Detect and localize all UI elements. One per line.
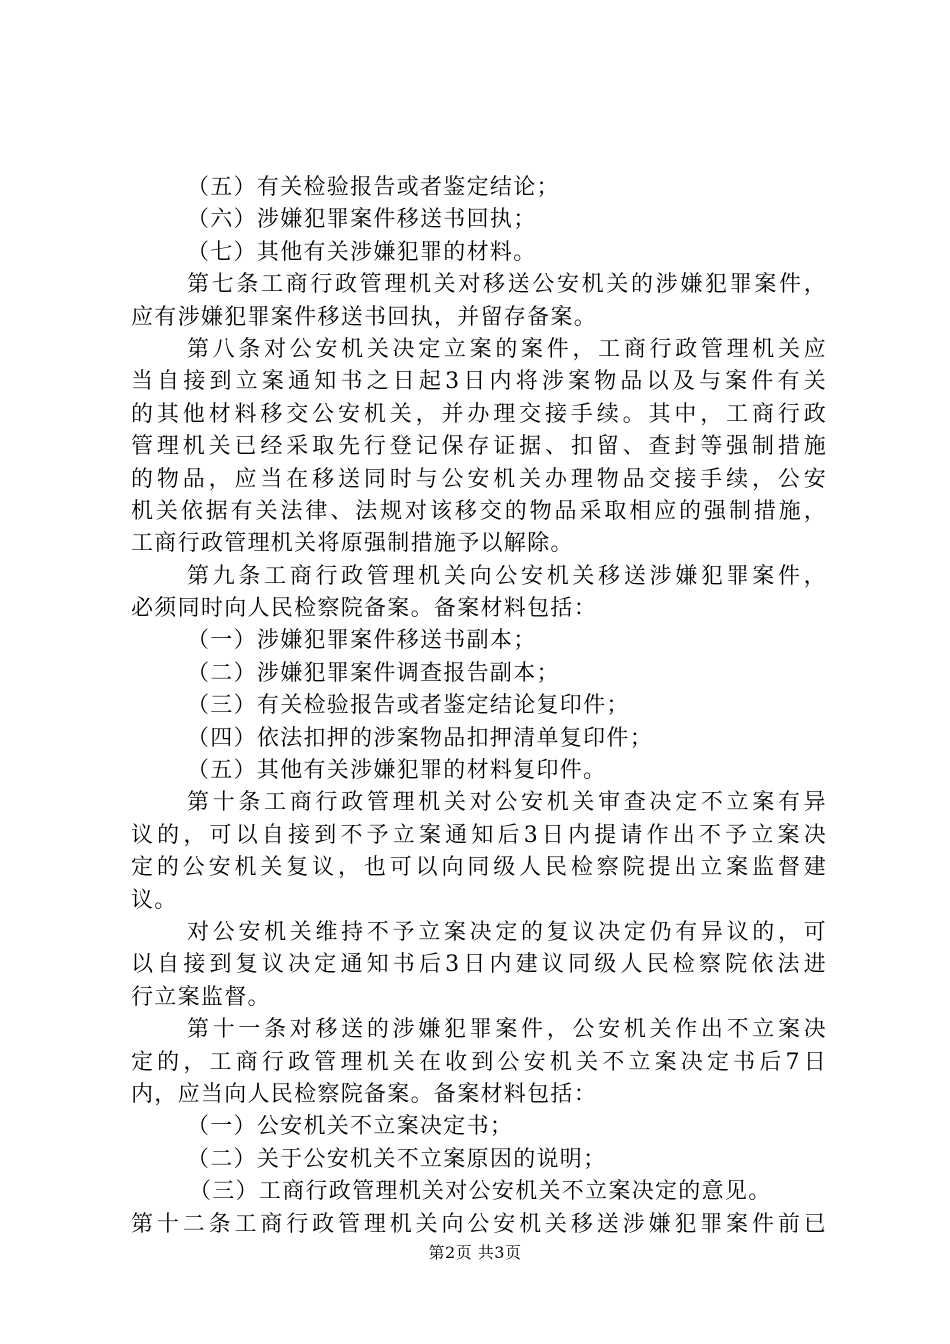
article-11-item-2: （二）关于公安机关不立案原因的说明； — [187, 1146, 607, 1172]
article-8-line-6: 机关依据有关法律、法规对该移交的物品采取相应的强制措施， — [131, 498, 827, 524]
article-9-item-1: （一）涉嫌犯罪案件移送书副本； — [187, 628, 537, 654]
article-8-line-4: 管理机关已经采取先行登记保存证据、扣留、查封等强制措施 — [131, 434, 827, 460]
article-10-line-2: 议的，可以自接到不予立案通知后3日内提请作出不予立案决 — [131, 822, 827, 848]
article-8-line-7: 工商行政管理机关将原强制措施予以解除。 — [131, 531, 574, 557]
article-9-item-3: （三）有关检验报告或者鉴定结论复印件； — [187, 693, 630, 719]
article-9-item-2: （二）涉嫌犯罪案件调查报告副本； — [187, 660, 560, 686]
article-10-line-4: 议。 — [131, 887, 178, 913]
list-item-6-transfer-receipt: （六）涉嫌犯罪案件移送书回执； — [187, 207, 537, 233]
article-8-line-5: 的物品，应当在移送同时与公安机关办理物品交接手续，公安 — [131, 466, 827, 492]
article-9-item-4: （四）依法扣押的涉案物品扣押清单复印件； — [187, 725, 654, 751]
list-item-7-other-materials: （七）其他有关涉嫌犯罪的材料。 — [187, 239, 537, 265]
article-10-line-1: 第十条工商行政管理机关对公安机关审查决定不立案有异 — [187, 790, 827, 816]
article-12-line-1: 第十二条工商行政管理机关向公安机关移送涉嫌犯罪案件前已 — [131, 1211, 827, 1237]
article-7-line-1: 第七条工商行政管理机关对移送公安机关的涉嫌犯罪案件， — [187, 272, 827, 298]
article-8-line-2: 当自接到立案通知书之日起3日内将涉案物品以及与案件有关 — [131, 369, 827, 395]
article-8-line-3: 的其他材料移交公安机关，并办理交接手续。其中，工商行政 — [131, 401, 827, 427]
article-9-item-5: （五）其他有关涉嫌犯罪的材料复印件。 — [187, 758, 607, 784]
article-10-para-2-line-2: 以自接到复议决定通知书后3日内建议同级人民检察院依法进 — [131, 952, 827, 978]
article-11-line-3: 内，应当向人民检察院备案。备案材料包括： — [131, 1081, 598, 1107]
article-10-line-3: 定的公安机关复议，也可以向同级人民检察院提出立案监督建 — [131, 855, 827, 881]
article-11-line-2: 定的，工商行政管理机关在收到公安机关不立案决定书后7日 — [131, 1049, 827, 1075]
page-number-footer: 第2页 共3页 — [428, 1243, 522, 1262]
article-9-line-2: 必须同时向人民检察院备案。备案材料包括： — [131, 596, 598, 622]
article-10-para-2-line-3: 行立案监督。 — [131, 984, 271, 1010]
article-9-line-1: 第九条工商行政管理机关向公安机关移送涉嫌犯罪案件， — [187, 563, 827, 589]
document-body — [131, 172, 827, 1241]
article-8-line-1: 第八条对公安机关决定立案的案件，工商行政管理机关应 — [187, 336, 827, 362]
list-item-5-inspection-report: （五）有关检验报告或者鉴定结论； — [187, 175, 560, 200]
article-7-line-2: 应有涉嫌犯罪案件移送书回执，并留存备案。 — [131, 304, 598, 330]
article-11-item-3: （三）工商行政管理机关对公安机关不立案决定的意见。 — [189, 1179, 772, 1205]
article-11-line-1: 第十一条对移送的涉嫌犯罪案件，公安机关作出不立案决 — [187, 1017, 827, 1043]
article-10-para-2-line-1: 对公安机关维持不予立案决定的复议决定仍有异议的，可 — [187, 919, 827, 945]
article-11-item-1: （一）公安机关不立案决定书； — [187, 1114, 514, 1140]
